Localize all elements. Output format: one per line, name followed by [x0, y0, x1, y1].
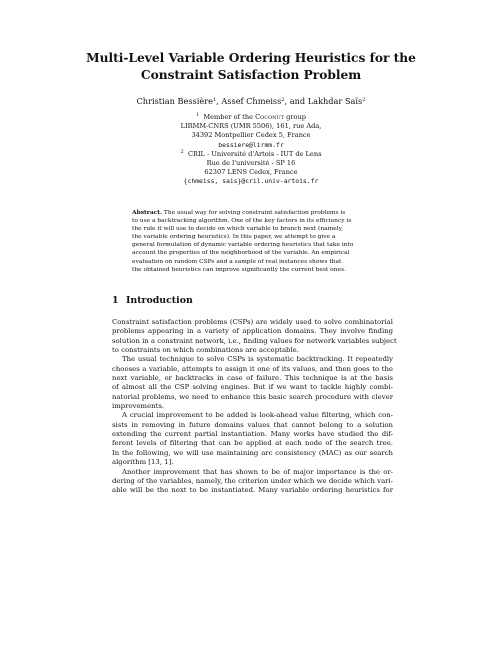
abstract-line: the obtained heuristics can improve significantly the current best ones. [132, 266, 346, 273]
body-line: ferent levels of filtering that can be applied at each node of the search tree. [112, 439, 393, 448]
affil-1-mark: 1 [196, 112, 200, 118]
abstract-line: the variable ordering heuristics). In this paper, we attempt to give a [132, 234, 336, 241]
body-line: of almost all the CSP solving engines. But if we want to tackle highly combi- [112, 383, 393, 392]
body-line: solution in a constraint network, i.e., finding values for network variables subject [112, 336, 397, 345]
body-line: natorial problems, we need to enhance this basic search procedure with clever [112, 392, 393, 401]
body-line: Constraint satisfaction problems (CSPs) are widely used to solve combinatorial [112, 318, 393, 326]
affiliations [0, 113, 502, 187]
group-name: Coconut [255, 113, 285, 121]
section-title: Introduction [126, 295, 193, 306]
abstract-line: to use a backtracking algorithm. One of the key factors in its efficiency is [132, 218, 352, 225]
affil-2-institution: CRIL - Université d'Artois - IUT de Lens [187, 149, 322, 158]
author-list: Christian Bessière$^1$, Assef Chmeiss$^2$, and Lakhdar Saïs$^2$ [136, 96, 366, 106]
author-2-affil-mark: 2 [281, 97, 285, 103]
body-line: Another improvement that has shown to be of major importance is the or- [122, 467, 393, 476]
abstract-line: the rule it will use to decide on which variable to branch next (namely, [132, 226, 344, 233]
abstract-line-text: The usual way for solving constraint satisfaction problems is [162, 210, 346, 216]
paper-title [0, 50, 502, 84]
body-line: sists in removing in future domains values that cannot belong to a solution [112, 420, 393, 429]
section-heading [112, 295, 193, 306]
paragraph-3 [112, 411, 393, 467]
body-line: improvements. [112, 402, 165, 411]
body-line: chooses a variable, attempts to assign it one of its values, and then goes to the [112, 364, 393, 373]
paragraph-1 [112, 318, 397, 355]
affil-2-line-1 [0, 150, 502, 159]
affil-1-email: bessiere@lirmm.fr [218, 140, 284, 149]
paragraph-2 [112, 355, 393, 411]
body-line: problems appearing in a variety of application domains. They involve finding [112, 327, 393, 336]
author-conjunction: , and [284, 96, 308, 106]
abstract [132, 209, 372, 274]
paragraph-4 [112, 468, 393, 496]
affil-1-member-text: Member of the [203, 113, 256, 121]
abstract-line: general formulation of dynamic variable ordering heuristics that take into [132, 242, 354, 249]
title-line-1: Multi-Level Variable Ordering Heuristics for the [86, 51, 416, 65]
abstract-label: Abstract. [132, 209, 163, 216]
body-line: dering of the variables, namely, the criterion under which we decide which vari- [112, 476, 393, 485]
title-line-2: Constraint Satisfaction Problem [140, 68, 362, 82]
body-text [112, 318, 397, 496]
body-line: In the following, we will use maintaining arc consistency (MAC) as our search [112, 448, 393, 457]
affil-2-email: {chmeiss, sais}@cril.univ-artois.fr [183, 177, 319, 186]
body-line: The usual technique to solve CSPs is systematic backtracking. It repeatedly [122, 355, 393, 364]
author-3-affil-mark: 2 [362, 97, 366, 103]
body-line: extending the current partial instantiation. Many works have studied the dif- [112, 430, 393, 439]
abstract-line: account the properties of the neighborhood of the variable. An empirical [132, 250, 350, 257]
affil-1-line-1 [0, 113, 502, 122]
abstract-line: evaluation on random CSPs and a sample of real instances shows that [132, 258, 342, 265]
author-1: Christian Bessière [136, 96, 213, 106]
body-line: A crucial improvement to be added is look-ahead value filtering, which con- [122, 411, 393, 420]
section-number: 1 [112, 295, 119, 306]
author-2: Assef Chmeiss [221, 96, 282, 106]
affil-1-line-2: LIRMM-CNRS (UMR 5506), 161, rue Ada, [180, 122, 322, 131]
affil-2-line-2: Rue de l'université - SP 16 [206, 159, 296, 168]
body-line: next variable, or backtracks in case of failure. This technique is at the basis [112, 374, 393, 383]
affil-2-line-3: 62307 LENS Cedex, France [204, 168, 298, 177]
body-line: to constraints on which combinations are acceptable. [112, 346, 299, 355]
author-1-affil-mark: 1 [212, 97, 217, 103]
body-line: algorithm [13, 1]. [112, 458, 174, 467]
body-line: able will be the next to be instantiated. Many variable ordering heuristics for [112, 486, 393, 495]
affil-2-mark: 2 [180, 148, 184, 155]
affil-1-group-text: group [284, 113, 306, 121]
author-3: Lakhdar Saïs [307, 96, 363, 106]
affil-1-line-3: 34392 Montpellier Cedex 5, France [191, 131, 311, 140]
abstract-line [132, 209, 372, 217]
